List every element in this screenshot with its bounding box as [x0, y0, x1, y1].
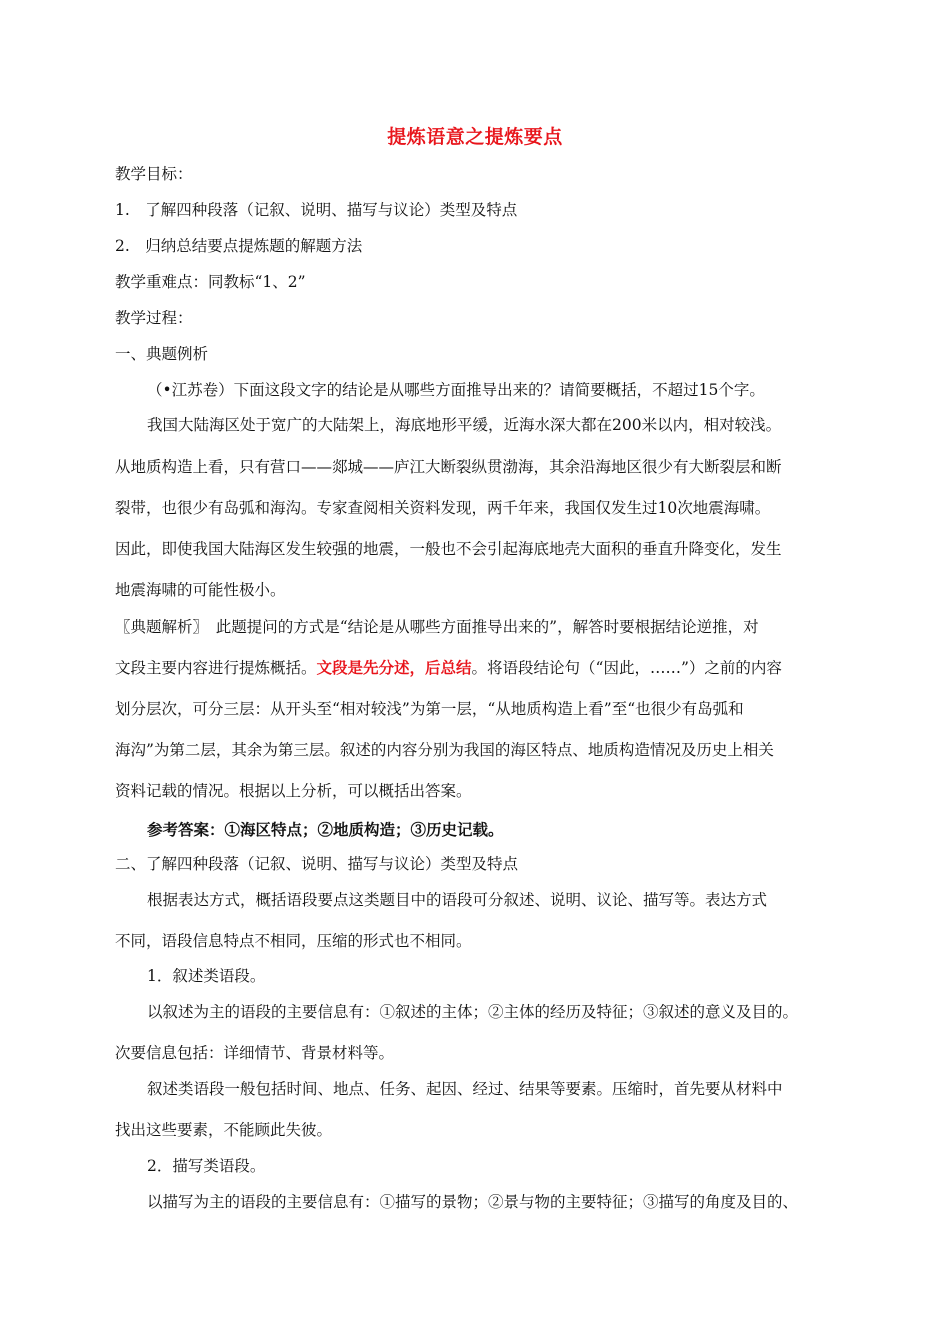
analysis-text: 文段主要内容进行提炼概括。: [115, 659, 317, 677]
body-line: 以叙述为主的语段的主要信息有：①叙述的主体；②主体的经历及特征；③叙述的意义及目的。: [147, 1003, 799, 1021]
goal-item-2: 2. 归纳总结要点提炼题的解题方法: [115, 237, 363, 255]
teaching-goals-heading: 教学目标：: [115, 165, 193, 183]
passage-line: 地震海啸的可能性极小。: [115, 581, 286, 599]
goal-item-1: 1. 了解四种段落（记叙、说明、描写与议论）类型及特点: [115, 201, 518, 219]
body-line: 根据表达方式，概括语段要点这类题目中的语段可分叙述、说明、议论、描写等。表达方式: [147, 891, 768, 909]
body-line: 次要信息包括：详细情节、背景材料等。: [115, 1044, 395, 1062]
passage-line: 从地质构造上看，只有营口——郯城——庐江大断裂纵贯渤海，其余沿海地区很少有大断裂层和断: [115, 458, 782, 476]
passage-line: 我国大陆海区处于宽广的大陆架上，海底地形平缓，近海水深大都在200米以内，相对较浅。: [147, 416, 782, 434]
key-points-line: 教学重难点：同教标“1、2”: [115, 273, 306, 291]
body-line: 找出这些要素，不能顾此失彼。: [115, 1121, 333, 1139]
body-line: 不同，语段信息特点不相同，压缩的形式也不相同。: [115, 932, 472, 950]
document-title: 提炼语意之提炼要点: [387, 126, 563, 148]
highlight-text: 文段是先分述，后总结: [316, 658, 472, 677]
passage-line: 因此，即使我国大陆海区发生较强的地震，一般也不会引起海底地壳大面积的垂直升降变化，发生: [115, 540, 782, 558]
section-one-heading: 一、典题例析: [115, 345, 209, 363]
analysis-line: 资料记载的情况。根据以上分析，可以概括出答案。: [115, 782, 472, 800]
question-line: （•江苏卷）下面这段文字的结论是从哪些方面推导出来的？请简要概括，不超过15个字。: [147, 381, 765, 399]
analysis-line: 海沟”为第二层，其余为第三层。叙述的内容分别为我国的海区特点、地质构造情况及历史上相关: [115, 741, 774, 759]
section-two-heading: 二、了解四种段落（记叙、说明、描写与议论）类型及特点: [115, 855, 519, 873]
body-line: 以描写为主的语段的主要信息有：①描写的景物；②景与物的主要特征；③描写的角度及目的、: [147, 1193, 799, 1211]
analysis-line: 划分层次，可分三层：从开头至“相对较浅”为第一层，“从地质构造上看”至“也很少有岛弧和: [115, 700, 744, 718]
reference-answer: 参考答案：①海区特点；②地质构造；③历史记载。: [147, 820, 504, 839]
subsection-heading: 1．叙述类语段。: [147, 967, 266, 985]
analysis-text: 。将语段结论句（“因此，……”）之前的内容: [471, 659, 782, 677]
analysis-line-mixed: [115, 657, 782, 679]
process-heading: 教学过程：: [115, 309, 193, 327]
subsection-heading: 2．描写类语段。: [147, 1157, 266, 1175]
body-line: 叙述类语段一般包括时间、地点、任务、起因、经过、结果等要素。压缩时，首先要从材料中: [147, 1080, 783, 1098]
analysis-line: 〖典题解析〗 此题提问的方式是“结论是从哪些方面推导出来的”，解答时要根据结论逆推，对: [115, 618, 759, 636]
passage-line: 裂带，也很少有岛弧和海沟。专家查阅相关资料发现，两千年来，我国仅发生过10次地震海啸。: [115, 499, 771, 517]
